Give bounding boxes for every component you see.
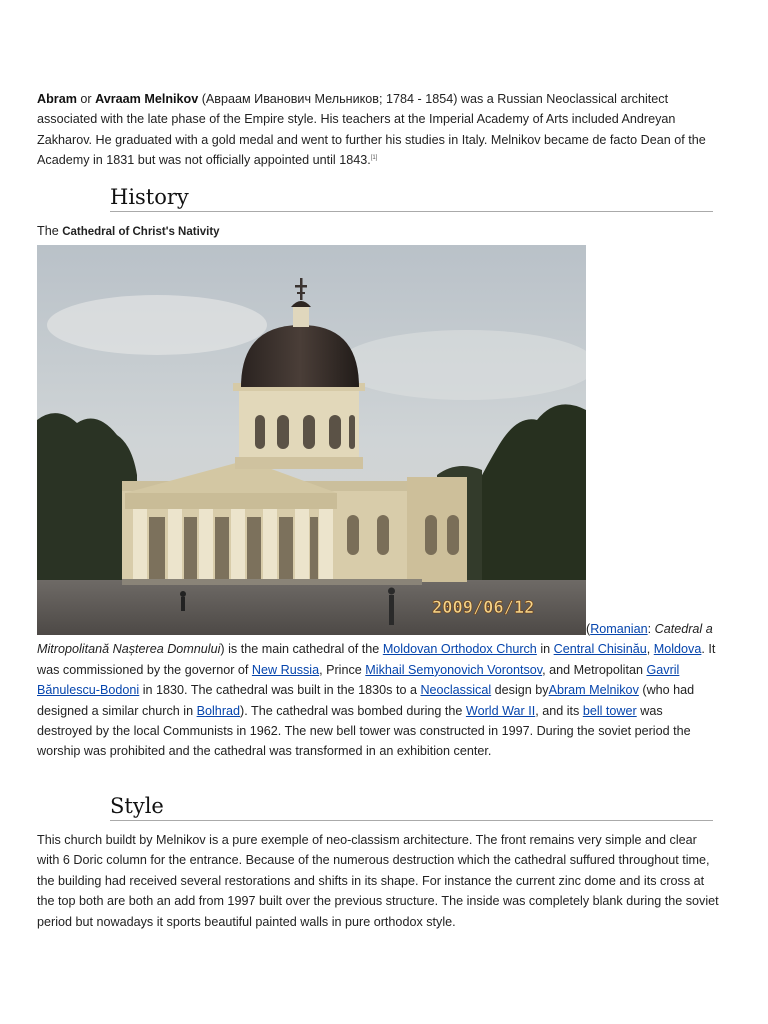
photo-caption: The Cathedral of Christ's Nativity (37, 224, 220, 238)
link-gavril[interactable]: Gavril Bănulescu-Bodoni (37, 662, 680, 698)
section-heading-style: Style (110, 793, 713, 821)
link-vorontsov[interactable]: Mikhail Semyonovich Vorontsov (365, 662, 543, 677)
article (37, 89, 719, 929)
romanian-name: Catedral a Mitropolitană Nașterea Domnului (37, 622, 713, 657)
link-moldovan-orthodox-church[interactable]: Moldovan Orthodox Church (382, 642, 537, 657)
link-abram-melnikov[interactable]: Abram Melnikov (548, 683, 639, 698)
section-heading-history: History (110, 184, 713, 212)
link-moldova[interactable]: Moldova (653, 642, 702, 657)
link-neoclassical[interactable]: Neoclassical (420, 683, 492, 698)
link-central-chisinau[interactable]: Central Chisinău (553, 642, 647, 657)
intro-name-1: Abram (37, 92, 77, 106)
reference-1[interactable]: [1] (370, 155, 378, 162)
link-new-russia[interactable]: New Russia (251, 662, 320, 677)
caption-bold: Cathedral of Christ's Nativity (62, 226, 220, 238)
intro-paragraph: Abram or Avraam Melnikov (Авраам Иванович Мельников; 1784 - 1854) was a Russian Neoclassical architect associated with the late phase of the Empire style. His teachers at the Imperial Academy of Arts included Andreyan Zakharov. He graduated with a gold medal and went to further his studies in Italy. Melnikov became de facto Dean of the Academy in 1831 but was not officially appointed until 1843.[1] (37, 92, 706, 168)
link-romanian[interactable]: Romanian (590, 622, 648, 636)
link-world-war-ii[interactable]: World War II (465, 703, 536, 718)
link-bolhrad[interactable]: Bolhrad (196, 703, 241, 718)
intro-name-2: Avraam Melnikov (95, 92, 199, 106)
intro-text: (Авраам Иванович Мельников; 1784 - 1854) was a Russian Neoclassical architect associated with the late phase of the Empire style. His teachers at the Imperial Academy of Arts included Andreyan Zakharov. He graduated with a gold medal and went to further his studies in Italy. Melnikov became de facto Dean of the Academy in 1831 but was not officially appointed until 1843. (37, 92, 706, 168)
cathedral-photo (37, 245, 586, 635)
history-paragraph: (Romanian: Catedral a Mitropolitană Nașterea Domnului) is the main cathedral of the Moldovan Orthodox Church in Central Chisinău, Moldova. It was commissioned by the governor of New Russia, Prince Mikhail Semyonovich Vorontsov, and Metropolitan Gavril Bănulescu-Bodoni in 1830. The cathedral was built in the 1830s to a Neoclassical design byAbram Melnikov (who had designed a similar church in Bolhrad). The cathedral was bombed during the World War II, and its bell tower was destroyed by the local Communists in 1962. The new bell tower was constructed in 1997. During the soviet period the worship was prohibited and the cathedral was transformed in an exhibition center. (37, 622, 716, 759)
style-paragraph: This church buildt by Melnikov is a pure exemple of neo-classism architecture. The front remains very simple and clear with 6 Doric column for the entrance. Because of the numerous destruction which the cathedral suffured throughout time, the building had received several restorations and shifts in its shape. For instance the current zinc dome and its cross at the top both are both an add from 1997 built over the previous structure. The inside was completely blank during the soviet period but nowadays it sports beautiful painted walls in pure orthodox style. (37, 833, 719, 929)
photo-date-stamp: 2009/06/12 (432, 598, 535, 618)
link-bell-tower[interactable]: bell tower (582, 703, 637, 718)
